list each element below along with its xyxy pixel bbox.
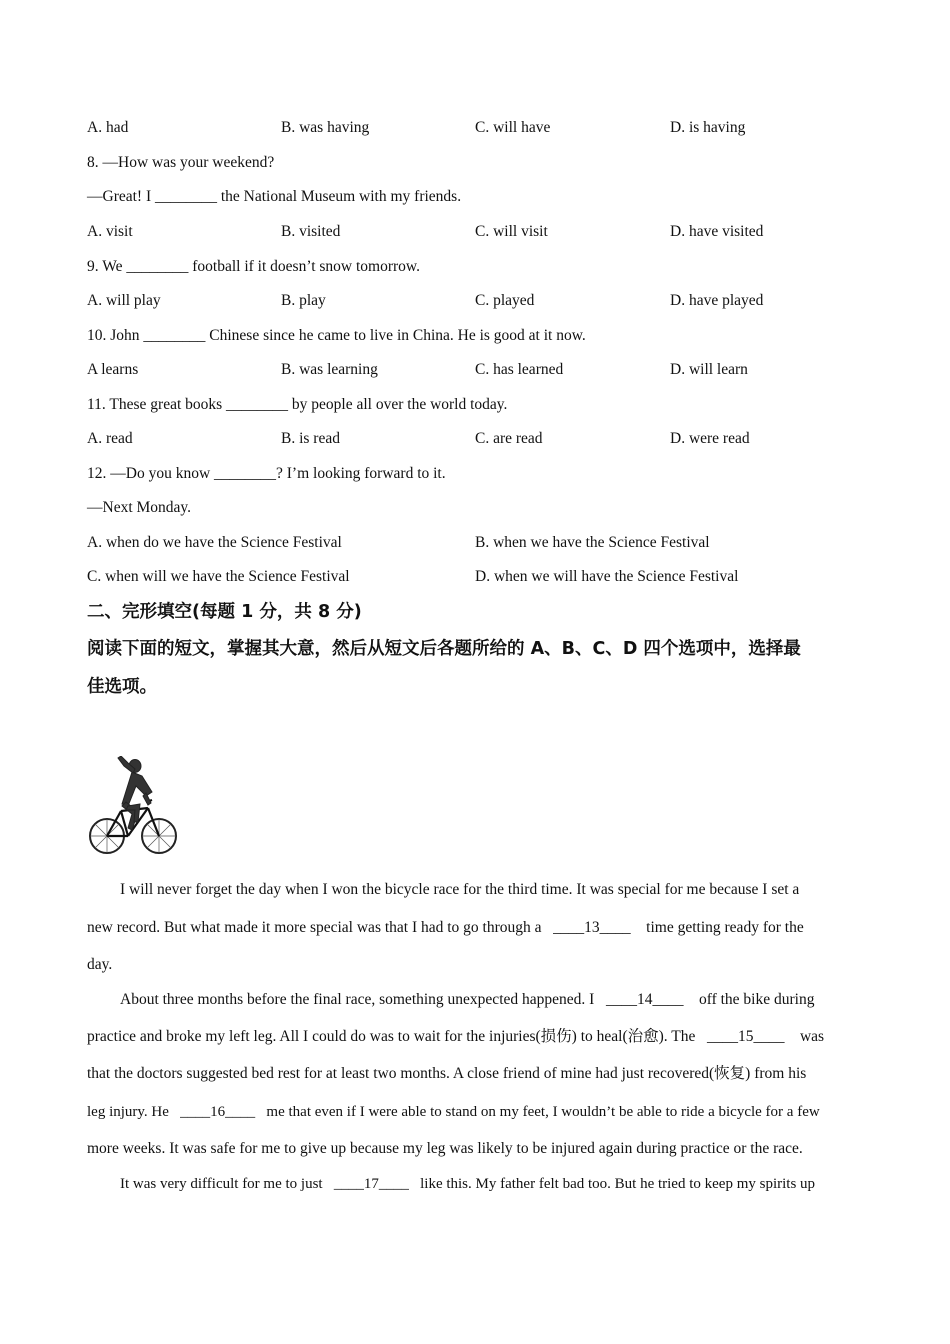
passage-text: like this. My father felt bad too. But he tried to keep my spirits up [420,1176,816,1192]
q9-stem: 9. We ________ football if it doesn’t snow tomorrow. [87,258,420,275]
passage-line-4 [120,990,864,1010]
passage-text: was [799,1028,825,1045]
q8-option-a: A. visit [87,223,133,240]
q12-reply: —Next Monday. [87,499,192,516]
q9-option-c: C. played [475,292,535,309]
passage-text: me that even if I were able to stand on my feet, I wouldn’t be able to ride a bicycle for a few [266,1104,820,1120]
passage-text: About three months before the final race, something unexpected happened. I [120,991,595,1008]
passage-line-2 [87,918,864,938]
q11-stem: 11. These great books ________ by people all over the world today. [87,396,508,413]
blank-14[interactable]: ____14____ [605,991,684,1008]
q11-option-a: A. read [87,430,133,447]
passage-text: new record. But what made it more special was that I had to go through a [87,919,542,936]
q12-option-c: C. when will we have the Science Festival [87,568,350,585]
q12-option-a: A. when do we have the Science Festival [87,534,342,551]
q12-option-d: D. when we will have the Science Festival [475,568,739,585]
q12-stem: 12. —Do you know ________? I’m looking forward to it. [87,465,446,482]
q8-option-b: B. visited [281,223,341,240]
blank-16[interactable]: ____16____ [180,1104,256,1120]
q7-option-b: B. was having [281,119,370,136]
passage-line-3: day. [87,956,113,973]
q9-option-a: A. will play [87,292,161,309]
passage-text: practice and broke my left leg. All I could do was to wait for the injuries(损伤) to heal(治愈). The [87,1028,696,1045]
q11-option-c: C. are read [475,430,543,447]
passage-line-9 [120,1174,864,1194]
cyclist-illustration [88,756,180,858]
q10-option-c: C. has learned [475,361,564,378]
blank-13[interactable]: ____13____ [553,919,631,936]
q10-option-b: B. was learning [281,361,378,378]
section-heading: 二、完形填空(每题 1 分，共 8 分) [87,602,362,622]
q9-option-d: D. have played [670,292,764,309]
section-instruction-line2: 佳选项。 [87,677,157,697]
blank-17[interactable]: ____17____ [333,1176,409,1192]
passage-line-6: that the doctors suggested bed rest for at least two months. A close friend of mine had just recovered(恢复) from his [87,1065,807,1082]
q10-option-a: A learns [87,361,139,378]
blank-15[interactable]: ____15____ [706,1028,785,1045]
q8-option-c: C. will visit [475,223,548,240]
q7-option-d: D. is having [670,119,746,136]
passage-line-7 [87,1102,864,1122]
q10-option-d: D. will learn [670,361,748,378]
q11-option-b: B. is read [281,430,340,447]
passage-text: It was very difficult for me to just [120,1176,323,1192]
q10-stem: 10. John ________ Chinese since he came to live in China. He is good at it now. [87,327,586,344]
q8-stem: 8. —How was your weekend? [87,154,275,171]
q11-option-d: D. were read [670,430,750,447]
q8-reply: —Great! I ________ the National Museum with my friends. [87,188,462,205]
passage-line-1: I will never forget the day when I won the bicycle race for the third time. It was special for me because I set a [120,881,800,898]
q12-option-b: B. when we have the Science Festival [475,534,710,551]
q9-option-b: B. play [281,292,326,309]
q7-option-a: A. had [87,119,129,136]
section-instruction-line1: 阅读下面的短文，掌握其大意，然后从短文后各题所给的 A、B、C、D 四个选项中，选择最 [87,639,801,659]
q7-option-c: C. will have [475,119,551,136]
passage-text: time getting ready for the [646,919,804,936]
passage-text: off the bike during [698,991,815,1008]
passage-text: leg injury. He [87,1104,169,1120]
passage-line-8: more weeks. It was safe for me to give up because my leg was likely to be injured again during practice or the race. [87,1140,803,1157]
q8-option-d: D. have visited [670,223,764,240]
passage-line-5 [87,1027,864,1047]
